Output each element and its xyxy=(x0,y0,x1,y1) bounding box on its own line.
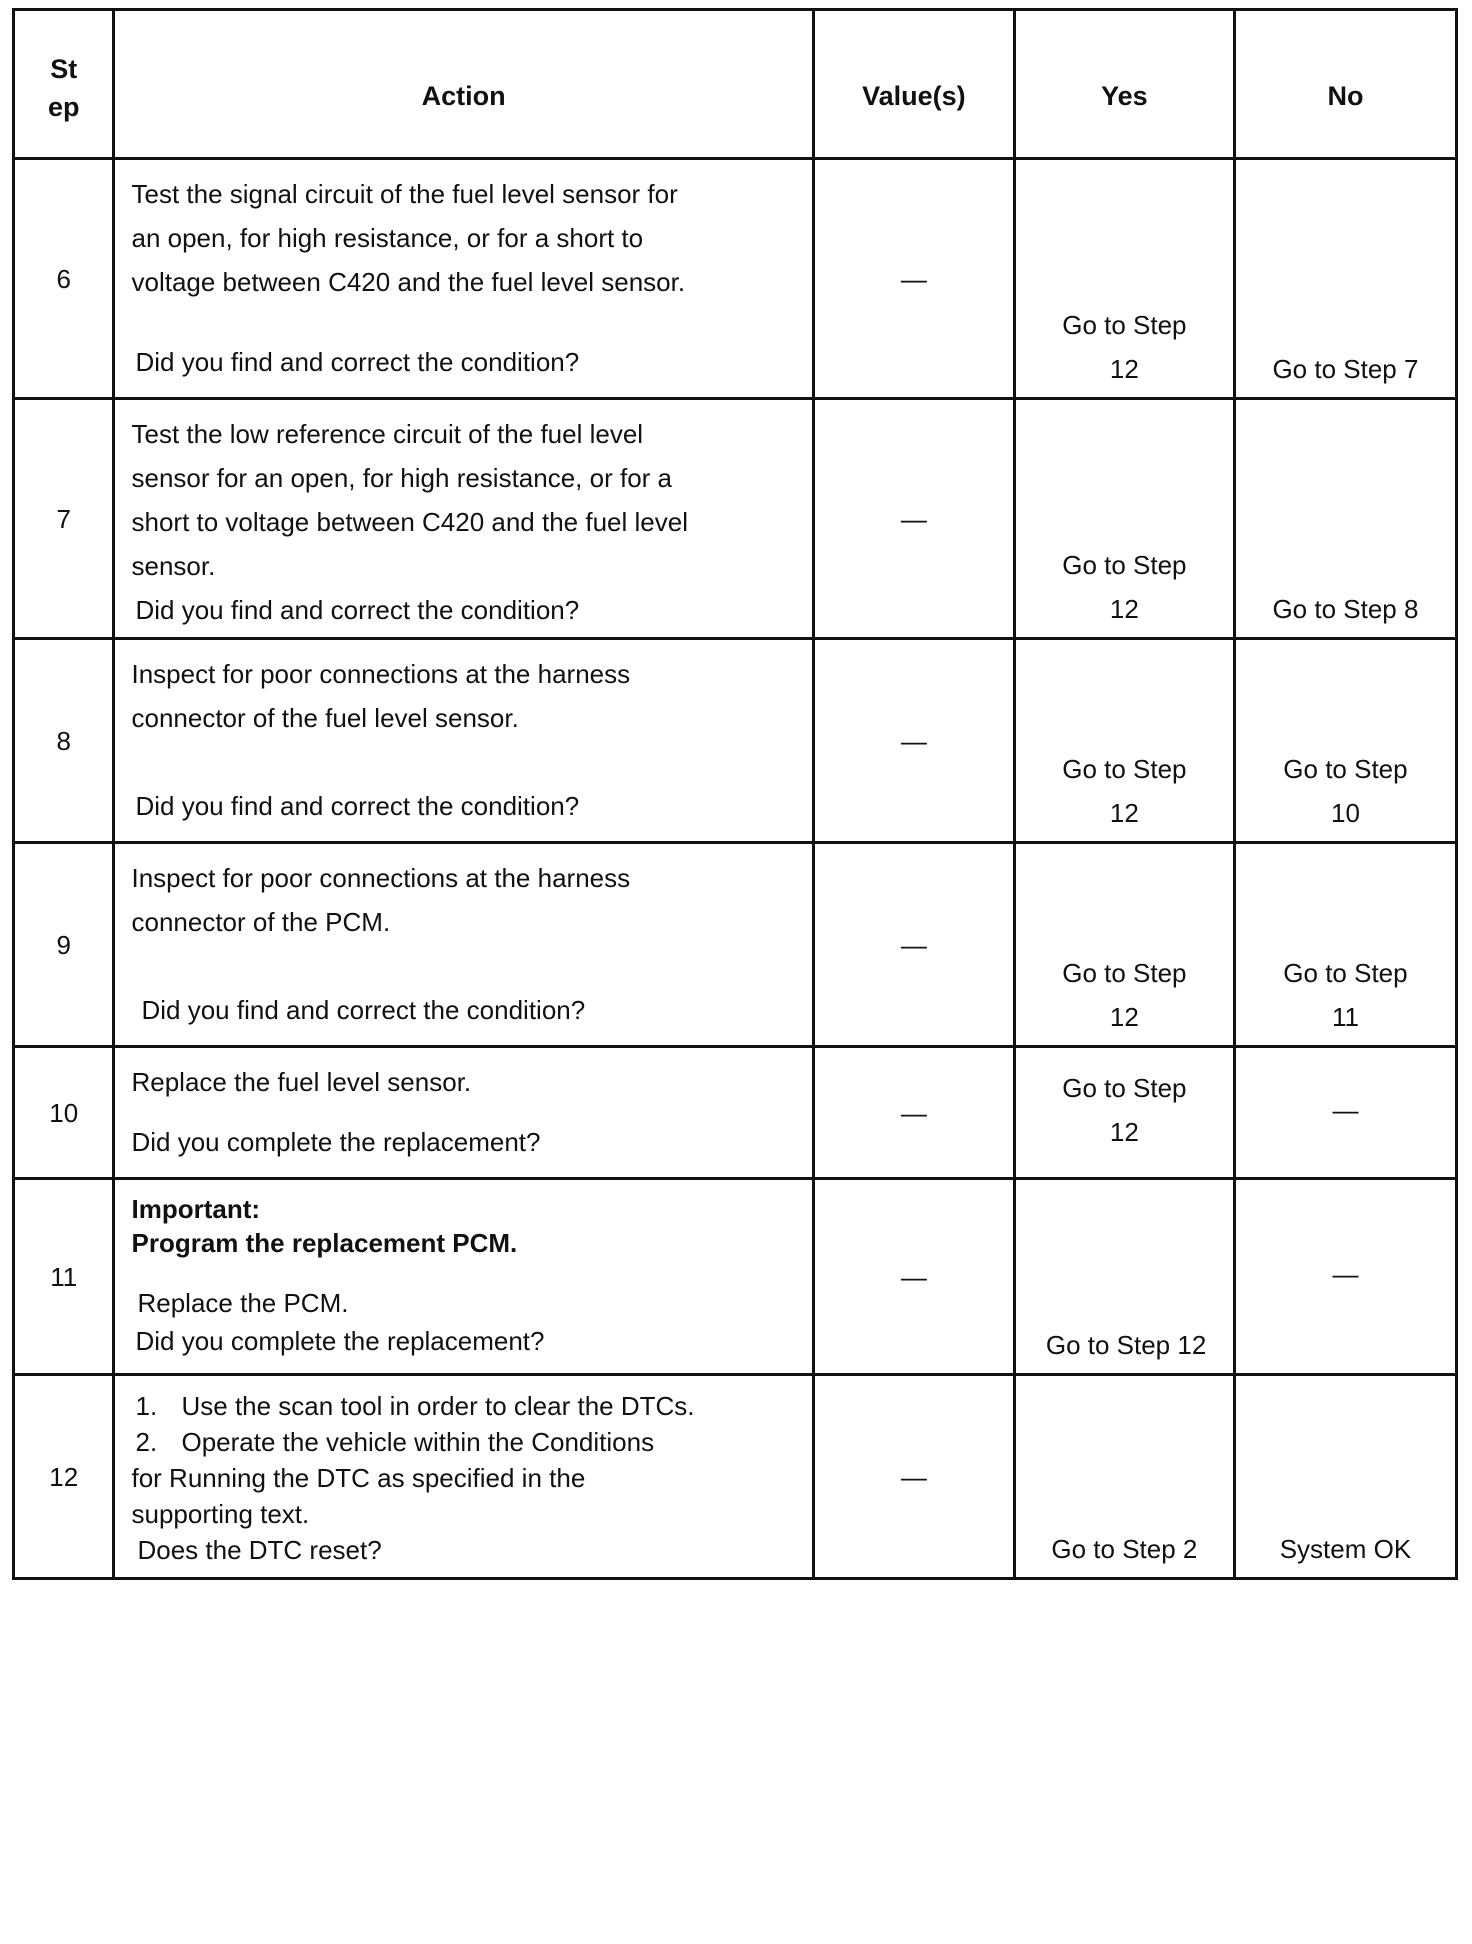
yes-cell: Go to Step 12 xyxy=(1014,639,1234,843)
action-question: Did you find and correct the condition? xyxy=(135,594,580,625)
table-row-step-11 xyxy=(14,1179,1457,1375)
action-text: Replace the PCM. xyxy=(137,1287,349,1318)
table-row-step-8 xyxy=(14,639,1457,843)
list-number: 2. xyxy=(135,1426,158,1457)
action-question: Did you find and correct the condition? xyxy=(141,994,586,1025)
yes-cell: Go to Step 12 xyxy=(1014,843,1234,1047)
no-cell: Go to Step 11 xyxy=(1234,843,1456,1047)
yes-cell: Go to Step 12 xyxy=(1014,159,1234,399)
table-row-step-12 xyxy=(14,1375,1457,1579)
list-item xyxy=(131,1424,795,1460)
action-cell xyxy=(114,843,813,1047)
action-cell xyxy=(114,639,813,843)
no-cell: Go to Step 8 xyxy=(1234,399,1456,639)
action-cell xyxy=(114,159,813,399)
step-number: 7 xyxy=(14,399,114,639)
header-no: No xyxy=(1234,10,1456,159)
action-question: Does the DTC reset? xyxy=(137,1534,382,1565)
action-text: Inspect for poor connections at the harness connector of the fuel level sensor. xyxy=(131,658,631,733)
important-label: Important: xyxy=(131,1193,261,1224)
step-number: 10 xyxy=(14,1047,114,1179)
diagnostic-table xyxy=(12,8,1458,1580)
action-question: Did you find and correct the condition? xyxy=(135,346,580,377)
value-cell: — xyxy=(813,1179,1014,1375)
list-text: Use the scan tool in order to clear the DTCs. xyxy=(181,1390,695,1421)
action-cell xyxy=(114,1047,813,1179)
action-cell xyxy=(114,399,813,639)
header-values: Value(s) xyxy=(813,10,1014,159)
table-row-step-7 xyxy=(14,399,1457,639)
yes-cell: Go to Step 12 xyxy=(1014,1047,1234,1179)
step-number: 8 xyxy=(14,639,114,843)
header-row xyxy=(14,10,1457,159)
value-cell: — xyxy=(813,1047,1014,1179)
value-cell: — xyxy=(813,843,1014,1047)
action-text: Inspect for poor connections at the harness connector of the PCM. xyxy=(131,862,631,937)
table-row-step-9 xyxy=(14,843,1457,1047)
list-text: Operate the vehicle within the Conditions xyxy=(181,1426,655,1457)
step-number: 6 xyxy=(14,159,114,399)
yes-cell: Go to Step 2 xyxy=(1014,1375,1234,1579)
action-text: Test the low reference circuit of the fuel level sensor for an open, for high resistance, or for a short to voltage between C420 and the fuel level sensor. xyxy=(131,418,688,581)
no-cell: Go to Step 7 xyxy=(1234,159,1456,399)
no-cell: System OK xyxy=(1234,1375,1456,1579)
step-number: 12 xyxy=(14,1375,114,1579)
yes-cell: Go to Step 12 xyxy=(1014,399,1234,639)
action-text: for Running the DTC as specified in the supporting text. xyxy=(131,1462,586,1529)
no-cell: — xyxy=(1234,1179,1456,1375)
action-cell xyxy=(114,1375,813,1579)
no-cell: — xyxy=(1234,1047,1456,1179)
header-step: St ep xyxy=(14,10,114,159)
step-number: 11 xyxy=(14,1179,114,1375)
header-yes: Yes xyxy=(1014,10,1234,159)
table-row-step-6 xyxy=(14,159,1457,399)
action-question: Did you find and correct the condition? xyxy=(135,790,580,821)
list-number: 1. xyxy=(135,1390,158,1421)
value-cell: — xyxy=(813,399,1014,639)
action-text: Test the signal circuit of the fuel level sensor for an open, for high resistance, or for a short to voltage between C420 and the fuel level sensor. xyxy=(131,178,686,297)
list-item xyxy=(131,1388,795,1424)
table-row-step-10 xyxy=(14,1047,1457,1179)
action-question: Did you complete the replacement? xyxy=(135,1325,545,1356)
value-cell: — xyxy=(813,159,1014,399)
no-cell: Go to Step 10 xyxy=(1234,639,1456,843)
value-cell: — xyxy=(813,1375,1014,1579)
yes-cell: Go to Step 12 xyxy=(1014,1179,1234,1375)
value-cell: — xyxy=(813,639,1014,843)
important-text: Program the replacement PCM. xyxy=(131,1227,518,1258)
action-text: Replace the fuel level sensor. xyxy=(131,1066,472,1097)
action-question: Did you complete the replacement? xyxy=(131,1126,541,1157)
step-number: 9 xyxy=(14,843,114,1047)
action-cell xyxy=(114,1179,813,1375)
header-action: Action xyxy=(114,10,813,159)
